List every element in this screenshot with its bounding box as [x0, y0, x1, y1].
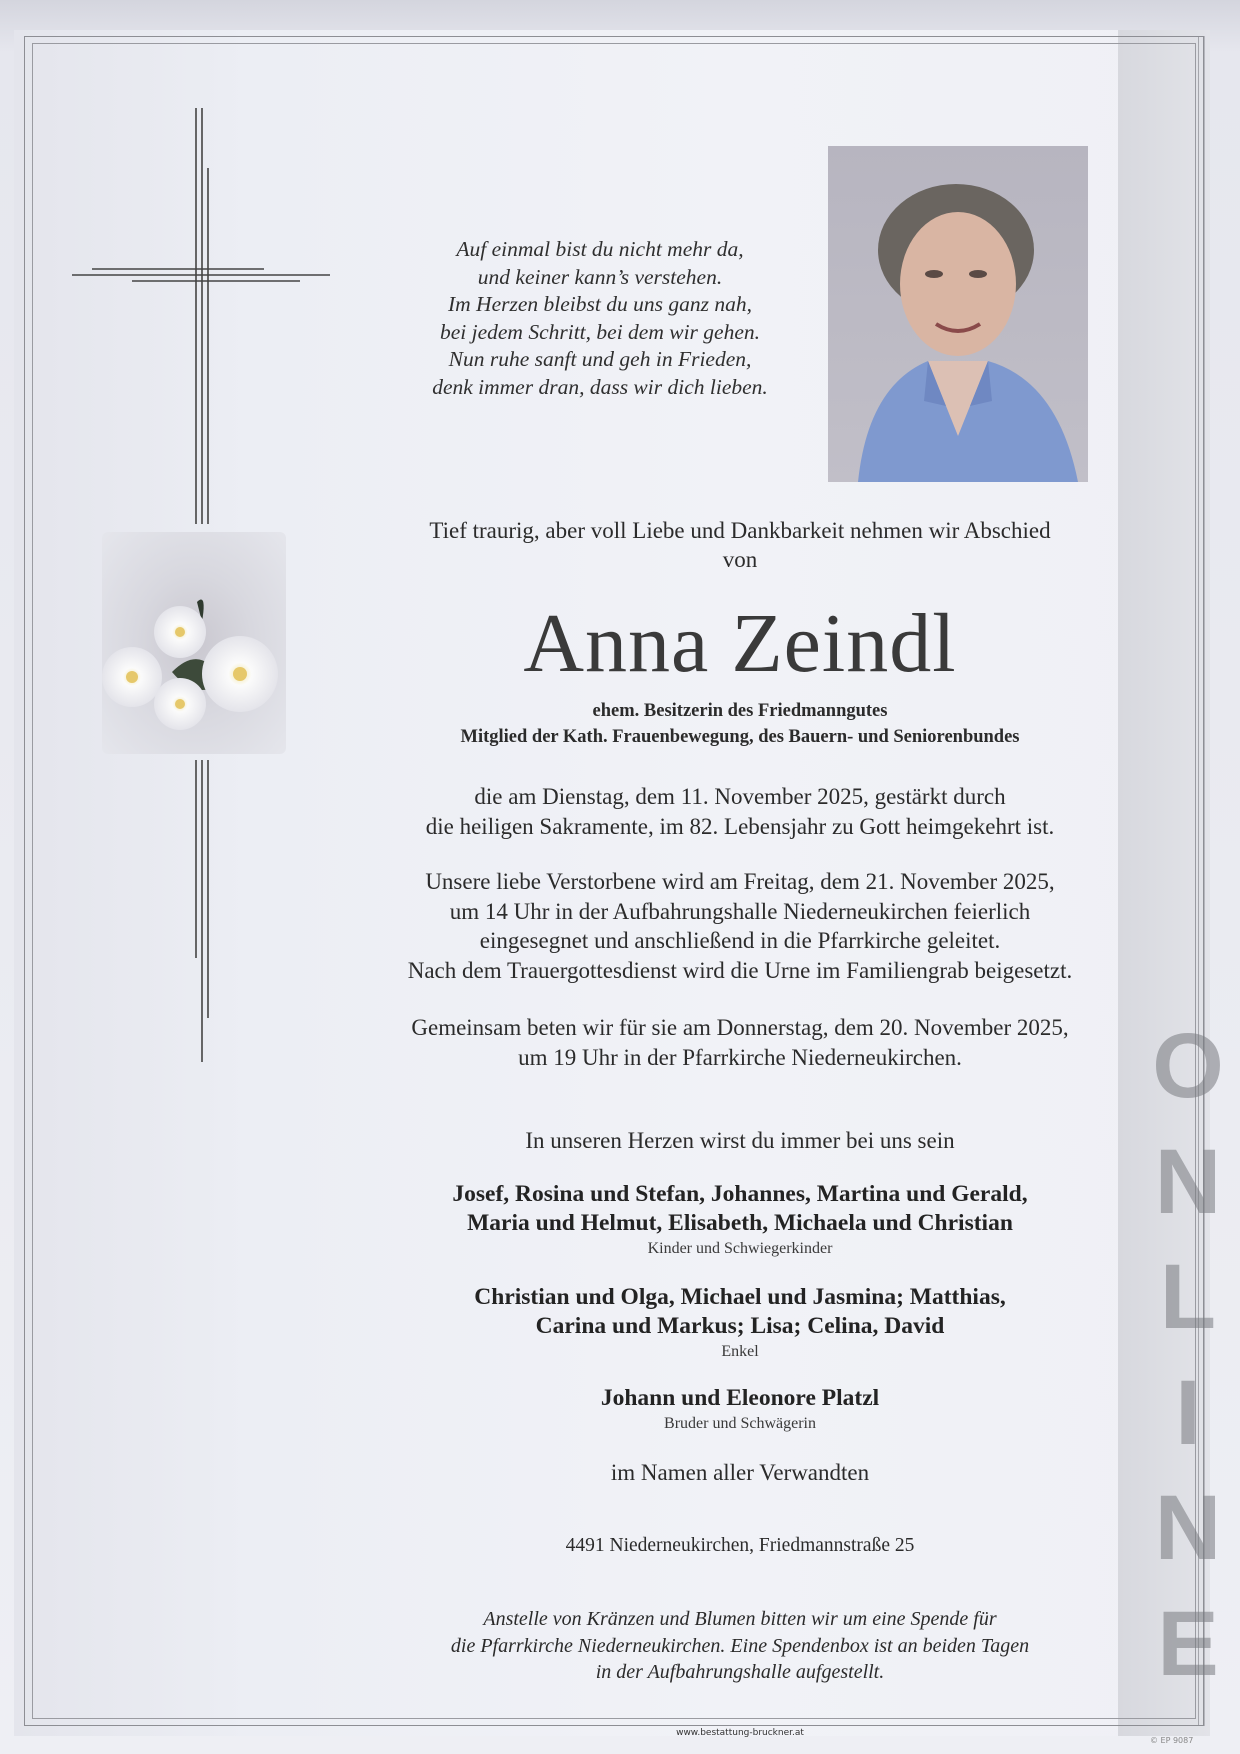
poem	[380, 236, 820, 401]
funeral-paragraph	[340, 867, 1140, 985]
mourner-relation: Kinder und Schwiegerkinder	[647, 1240, 833, 1257]
death-paragraph	[340, 782, 1140, 841]
behalf-line: im Namen aller Verwandten	[610, 1460, 870, 1485]
watermark-letter: E	[1157, 1592, 1219, 1695]
poem-line: bei jedem Schritt, bei dem wir gehen.	[439, 319, 761, 344]
mourner-names: Christian und Olga, Michael und Jasmina; Matthias,	[474, 1284, 1006, 1310]
mourner-relation: Bruder und Schwägerin	[664, 1415, 816, 1432]
heart-line: In unseren Herzen wirst du immer bei uns sein	[525, 1128, 955, 1153]
portrait-photo	[828, 146, 1088, 482]
text-line: Nach dem Trauergottesdienst wird die Urne im Familiengrab beigesetzt.	[407, 957, 1073, 983]
watermark-letter: N	[1154, 1130, 1222, 1233]
deceased-roles	[360, 698, 1120, 750]
role-line: Mitglied der Kath. Frauenbewegung, des Bauern- und Seniorenbundes	[460, 727, 1020, 747]
website-link[interactable]: www.bestattung-bruckner.at	[676, 1728, 804, 1738]
text-line: die heiligen Sakramente, im 82. Lebensjahr zu Gott heimgekehrt ist.	[425, 813, 1055, 839]
mourner-relation: Enkel	[721, 1343, 759, 1360]
poem-line: Auf einmal bist du nicht mehr da,	[456, 237, 744, 261]
mourner-names: Maria und Helmut, Elisabeth, Michaela und Christian	[467, 1210, 1013, 1236]
text-line: die am Dienstag, dem 11. November 2025, gestärkt durch	[474, 784, 1006, 809]
text-line: um 19 Uhr in der Pfarrkirche Niederneukirchen.	[518, 1044, 962, 1070]
intro-line: Tief traurig, aber voll Liebe und Dankbarkeit nehmen wir Abschied	[429, 518, 1051, 543]
poem-line: Nun ruhe sanft und geh in Frieden,	[448, 347, 752, 371]
watermark-letter: I	[1175, 1361, 1201, 1464]
text-line: eingesegnet und anschließend in die Pfarrkirche geleitet.	[479, 928, 1001, 953]
text-line: Unsere liebe Verstorbene wird am Freitag, dem 21. November 2025,	[425, 869, 1055, 894]
poem-line: und keiner kann’s verstehen.	[477, 264, 723, 289]
mourner-names: Josef, Rosina und Stefan, Johannes, Martina und Gerald,	[452, 1181, 1028, 1207]
intro-line: von	[722, 547, 758, 572]
text-line: die Pfarrkirche Niederneukirchen. Eine Spendenbox ist an beiden Tagen	[450, 1634, 1030, 1657]
donation-request	[380, 1606, 1100, 1686]
poem-line: Im Herzen bleibst du uns ganz nah,	[448, 292, 752, 316]
watermark-letter: N	[1154, 1477, 1222, 1580]
online-watermark	[1148, 1015, 1228, 1695]
chrysanthemum-image	[102, 532, 286, 754]
prayer-paragraph	[340, 1013, 1140, 1072]
flower-icon	[102, 532, 286, 754]
intro-text	[360, 516, 1120, 574]
deceased-name: Anna Zeindl	[523, 597, 957, 690]
portrait-icon	[828, 146, 1088, 482]
mourner-group-children	[360, 1180, 1120, 1260]
mourner-names: Johann und Eleonore Platzl	[600, 1385, 880, 1411]
poem-line: denk immer dran, dass wir dich lieben.	[432, 374, 768, 399]
address: 4491 Niederneukirchen, Friedmannstraße 25	[565, 1535, 915, 1556]
watermark-letter: O	[1152, 1015, 1224, 1117]
document-code: © EP 9087	[1150, 1736, 1194, 1745]
role-line: ehem. Besitzerin des Friedmanngutes	[592, 701, 888, 721]
mourner-group-grandchildren	[360, 1283, 1120, 1363]
mourner-group-siblings	[360, 1384, 1120, 1435]
watermark-letter: L	[1159, 1246, 1217, 1349]
mourner-names: Carina und Markus; Lisa; Celina, David	[535, 1313, 945, 1339]
text-line: Anstelle von Kränzen und Blumen bitten wir um eine Spende für	[483, 1608, 997, 1630]
text-line: Gemeinsam beten wir für sie am Donnerstag, dem 20. November 2025,	[411, 1015, 1069, 1040]
text-line: in der Aufbahrungshalle aufgestellt.	[595, 1661, 885, 1683]
text-line: um 14 Uhr in der Aufbahrungshalle Niederneukirchen feierlich	[449, 898, 1031, 924]
